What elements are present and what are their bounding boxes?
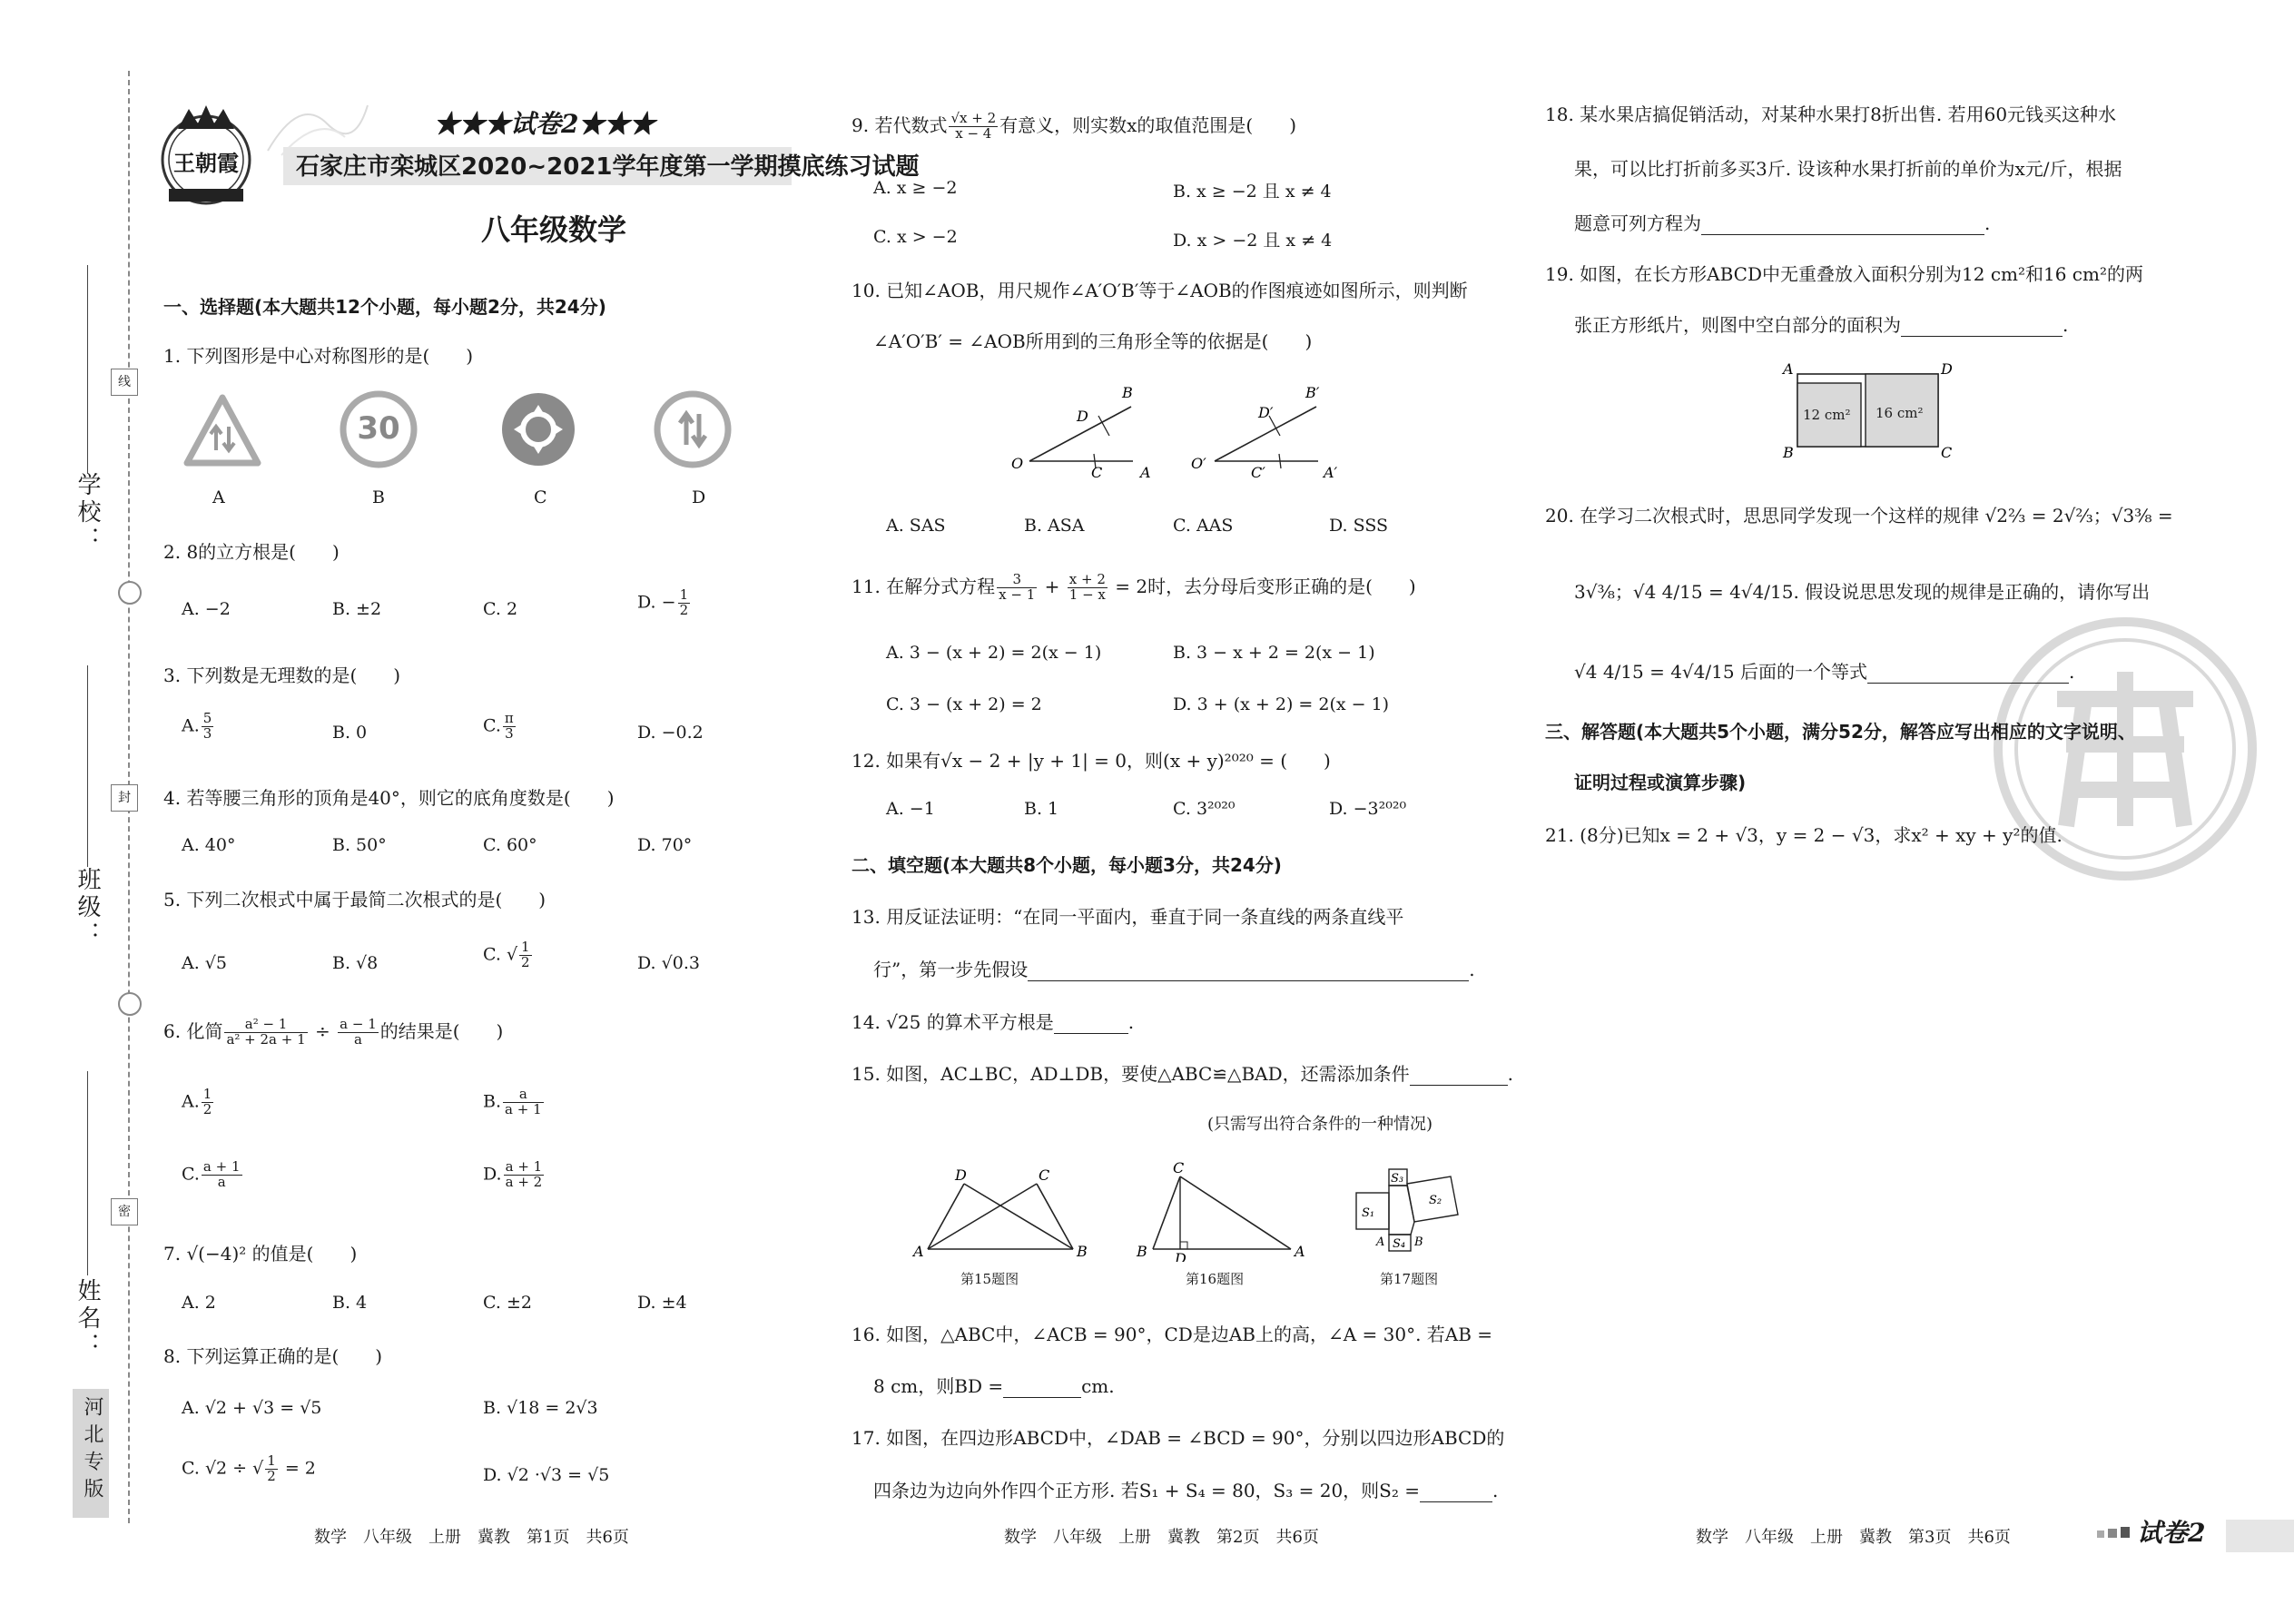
section1-title: 一、选择题(本大题共12个小题，每小题2分，共24分) <box>163 296 606 318</box>
fig15-label-d: D <box>955 1166 967 1184</box>
q10-option-d: D. SSS <box>1329 516 1389 536</box>
fig17-label-s4: S₄ <box>1393 1237 1406 1251</box>
name-label: 姓名： <box>74 1278 101 1360</box>
q2-option-d: D. − $\frac{1}{2}$ <box>637 586 689 618</box>
q10-option-a: A. SAS <box>886 516 946 536</box>
q6-option-c: C. $\frac{a + 1}{a}$ <box>182 1158 241 1190</box>
q17-line1: 17. 如图，在四边形ABCD中，∠DAB = ∠BCD = 90°，分别以四边形ABCD的 <box>852 1427 1505 1449</box>
school-label: 学校： <box>74 472 101 554</box>
q17-line2: 四条边为边向外作四个正方形. 若S₁ + S₄ = 80，S₃ = 20，则S₂ = . <box>873 1480 1499 1501</box>
q20-answer-blank[interactable] <box>1867 666 2069 684</box>
q20-line1: 20. 在学习二次根式时，思思同学发现一个这样的规律 √2⅔ = 2√⅔；√3⅜ = <box>1545 505 2173 527</box>
q2-stem: 2. 8的立方根是( ) <box>163 541 340 563</box>
brand-logo-text: 王朝霞 <box>173 150 239 176</box>
subject-title: 八年级数学 <box>481 212 627 247</box>
fig17-label-a: A <box>1376 1235 1385 1249</box>
q11-stem: 11. 在解分式方程 $\frac{3}{x - 1}$ + $\frac{x + 2}{1 - x}$ = 2时，去分母后变形正确的是( ) <box>852 571 1416 603</box>
q19-label-b: B <box>1783 444 1794 461</box>
q7-option-b: B. 4 <box>332 1293 368 1313</box>
q21-stem: 21. (8分)已知x = 2 + √3，y = 2 − √3，求x² + xy + y²的值. <box>1545 824 2063 846</box>
q12-option-b: B. 1 <box>1024 799 1059 819</box>
q10-label-a: A <box>1140 464 1151 481</box>
q5-option-a: A. √5 <box>182 953 227 973</box>
q4-option-b: B. 50° <box>332 835 387 855</box>
q10-label-c2: C′ <box>1251 464 1265 481</box>
q19-label-d: D <box>1941 363 1953 378</box>
q6-option-b: B. $\frac{a}{a + 1}$ <box>483 1086 542 1117</box>
q6-option-d: D. $\frac{a + 1}{a + 2}$ <box>483 1158 543 1190</box>
q10-label-b2: B′ <box>1305 384 1320 401</box>
class-blank <box>87 665 88 867</box>
footer-brand: 试卷2 <box>2137 1518 2206 1548</box>
binding-char-xian: 线 <box>111 369 138 396</box>
q20-line2: 3√⅜；√4 4/15 = 4√4/15. 假设说思思发现的规律是正确的，请你写出 <box>1574 581 2151 603</box>
fig16-label-a: A <box>1295 1243 1305 1260</box>
q7-stem: 7. √(−4)² 的值是( ) <box>163 1243 358 1265</box>
q3-stem: 3. 下列数是无理数的是( ) <box>163 664 401 686</box>
q1-label-a: A <box>212 487 225 507</box>
q1-label-c: C <box>534 487 547 507</box>
q10-option-b: B. ASA <box>1024 516 1085 536</box>
q1-option-b-figure <box>338 389 419 470</box>
q12-option-d: D. −3²⁰²⁰ <box>1329 799 1407 819</box>
q19-square-16: 16 cm² <box>1876 405 1924 421</box>
q13-line1: 13. 用反证法证明：“在同一平面内，垂直于同一条直线的两条直线平 <box>852 906 1404 928</box>
q2-option-c: C. 2 <box>483 599 518 619</box>
fig15 <box>910 1162 1091 1262</box>
q1-option-c-figure <box>497 389 579 470</box>
q8-option-c: C. √2 ÷ √ $\frac{1}{2}$ = 2 <box>182 1452 316 1484</box>
q9-option-d: D. x > −2 且 x ≠ 4 <box>1173 231 1333 251</box>
q19-label-c: C <box>1941 444 1953 461</box>
q10-label-d: D <box>1077 408 1088 425</box>
edition-text: 河北专版 <box>81 1396 103 1505</box>
q13-answer-blank[interactable] <box>1028 964 1469 981</box>
q15-answer-blank[interactable] <box>1410 1068 1508 1086</box>
class-label: 班级： <box>74 867 101 949</box>
fig16-caption: 第16题图 <box>1186 1271 1245 1287</box>
q15-note: (只需写出符合条件的一种情况) <box>1207 1115 1433 1134</box>
q1-label-b: B <box>372 487 385 507</box>
school-blank <box>87 265 88 474</box>
q19-line2: 张正方形纸片，则图中空白部分的面积为 . <box>1574 314 2069 336</box>
q7-option-a: A. 2 <box>182 1293 216 1313</box>
q11-option-c: C. 3 − (x + 2) = 2 <box>886 694 1042 714</box>
q14-stem: 14. √25 的算术平方根是 . <box>852 1011 1135 1033</box>
fig15-label-a: A <box>913 1243 924 1260</box>
q1-option-d-figure <box>652 389 733 470</box>
q2-option-a: A. −2 <box>182 599 231 619</box>
q9-option-b: B. x ≥ −2 且 x ≠ 4 <box>1173 182 1332 202</box>
q10-line1: 10. 已知∠AOB，用尺规作∠A′O′B′等于∠AOB的作图痕迹如图所示，则判断 <box>852 280 1468 301</box>
q4-option-a: A. 40° <box>182 835 236 855</box>
q16-line1: 16. 如图，△ABC中，∠ACB = 90°，CD是边AB上的高，∠A = 30°. 若AB = <box>852 1324 1493 1345</box>
q10-label-o2: O′ <box>1191 455 1206 472</box>
q16-line2: 8 cm，则BD = cm. <box>873 1375 1115 1397</box>
brand-logo <box>153 102 260 209</box>
footer-page-3: 数学 八年级 上册 冀教 第3页 共6页 <box>1696 1528 2011 1547</box>
fig15-label-c: C <box>1039 1166 1050 1184</box>
q8-option-b: B. √18 = 2√3 <box>483 1398 598 1418</box>
q19-answer-blank[interactable] <box>1901 320 2063 337</box>
q1-option-a-figure <box>182 390 263 472</box>
paper-number: ★★★试卷2★★★ <box>434 109 655 139</box>
binding-hole <box>118 581 142 605</box>
q4-stem: 4. 若等腰三角形的顶角是40°，则它的底角度数是( ) <box>163 787 615 809</box>
q9-option-c: C. x > −2 <box>873 227 958 247</box>
binding-char-feng: 封 <box>111 784 138 812</box>
q8-stem: 8. 下列运算正确的是( ) <box>163 1345 383 1367</box>
name-blank <box>87 1071 88 1275</box>
q6-stem: 6. 化简 $\frac{\text{a² − 1}}{\text{a² + 2a + 1}}$ ÷ $\frac{a - 1}{a}$ 的结果是( ) <box>163 1016 504 1048</box>
q18-line1: 18. 某水果店搞促销活动，对某种水果打8折出售. 若用60元钱买这种水 <box>1545 103 2117 125</box>
q4-option-d: D. 70° <box>637 835 693 855</box>
q11-option-d: D. 3 + (x + 2) = 2(x − 1) <box>1173 694 1390 714</box>
q10-line2: ∠A′O′B′ = ∠AOB所用到的三角形全等的依据是( ) <box>873 330 1313 352</box>
q10-label-d2: D′ <box>1258 404 1274 421</box>
q7-option-c: C. ±2 <box>483 1293 532 1313</box>
q1-label-d: D <box>692 487 706 507</box>
q19-square-12: 12 cm² <box>1803 407 1851 423</box>
q19-figure <box>1779 363 1961 463</box>
fig16 <box>1133 1162 1305 1262</box>
fig16-label-d: D <box>1175 1250 1186 1262</box>
q5-option-d: D. √0.3 <box>637 953 700 973</box>
q1-stem: 1. 下列图形是中心对称图形的是( ) <box>163 345 474 367</box>
fig17-label-b: B <box>1414 1235 1423 1249</box>
section3-title-line2: 证明过程或演算步骤) <box>1574 772 1747 793</box>
q10-label-c: C <box>1091 464 1103 481</box>
q12-option-a: A. −1 <box>886 799 935 819</box>
q12-stem: 12. 如果有√x − 2 + |y + 1| = 0，则(x + y)²⁰²⁰ = ( ) <box>852 750 1331 772</box>
q6-option-a: A. $\frac{1}{2}$ <box>182 1086 212 1117</box>
q3-option-c: C. $\frac{\pi}{3}$ <box>483 710 514 742</box>
q10-label-a2: A′ <box>1324 464 1338 481</box>
q9-option-a: A. x ≥ −2 <box>873 178 958 198</box>
fig15-caption: 第15题图 <box>960 1271 1019 1287</box>
q12-option-c: C. 3²⁰²⁰ <box>1173 799 1236 819</box>
q10-option-c: C. AAS <box>1173 516 1234 536</box>
q20-line3: √4 4/15 = 4√4/15 后面的一个等式 . <box>1574 661 2075 683</box>
q18-line2: 果，可以比打折前多买3斤. 设该种水果打折前的单价为x元/斤，根据 <box>1574 158 2122 180</box>
q9-stem: 9. 若代数式 $\frac{√x + 2}{x - 4}$ 有意义，则实数x的取值范围是( ) <box>852 110 1297 142</box>
q10-label-o: O <box>1011 455 1024 472</box>
fig16-label-c: C <box>1173 1162 1185 1176</box>
q7-option-d: D. ±4 <box>637 1293 687 1313</box>
q15-stem: 15. 如图，AC⊥BC，AD⊥DB，要使△ABC≌△BAD，还需添加条件 . <box>852 1063 1513 1085</box>
footer-page-2: 数学 八年级 上册 冀教 第2页 共6页 <box>1004 1528 1319 1547</box>
q19-label-a: A <box>1783 363 1794 378</box>
q10-figure <box>1008 378 1353 487</box>
fig15-label-b: B <box>1077 1243 1088 1260</box>
q18-line3: 题意可列方程为 . <box>1574 212 1991 234</box>
section3-title-line1: 三、解答题(本大题共5个小题，满分52分，解答应写出相应的文字说明、 <box>1545 721 2136 743</box>
binding-hole <box>118 992 142 1016</box>
fig17 <box>1351 1166 1478 1265</box>
q5-stem: 5. 下列二次根式中属于最简二次根式的是( ) <box>163 889 546 910</box>
q11-option-b: B. 3 − x + 2 = 2(x − 1) <box>1173 643 1375 663</box>
q17-answer-blank[interactable] <box>1420 1485 1492 1502</box>
q8-option-d: D. √2 ·√3 = √5 <box>483 1465 610 1485</box>
fig17-label-s3: S₃ <box>1391 1172 1404 1186</box>
fig17-caption: 第17题图 <box>1380 1271 1439 1287</box>
speed-limit-text: 30 <box>357 410 400 447</box>
section2-title: 二、填空题(本大题共8个小题，每小题3分，共24分) <box>852 854 1282 876</box>
q16-answer-blank[interactable] <box>1003 1381 1081 1398</box>
binding-char-mi: 密 <box>111 1198 138 1225</box>
q8-option-a: A. √2 + √3 = √5 <box>182 1398 322 1418</box>
q2-option-b: B. ±2 <box>332 599 382 619</box>
fig16-label-b: B <box>1137 1243 1147 1260</box>
q3-option-d: D. −0.2 <box>637 723 704 743</box>
q19-line1: 19. 如图，在长方形ABCD中无重叠放入面积分别为12 cm²和16 cm²的两 <box>1545 263 2143 285</box>
q11-option-a: A. 3 − (x + 2) = 2(x − 1) <box>886 643 1102 663</box>
fig17-label-s2: S₂ <box>1429 1194 1442 1207</box>
q18-answer-blank[interactable] <box>1701 218 1984 235</box>
edition-badge <box>73 1389 109 1518</box>
footer-decoration <box>2097 1527 2130 1541</box>
q3-option-b: B. 0 <box>332 723 368 743</box>
q5-option-b: B. √8 <box>332 953 379 973</box>
q4-option-c: C. 60° <box>483 835 537 855</box>
footer-page-1: 数学 八年级 上册 冀教 第1页 共6页 <box>314 1528 629 1547</box>
q14-answer-blank[interactable] <box>1054 1017 1128 1034</box>
exam-title: 石家庄市栾城区2020~2021学年度第一学期摸底练习试题 <box>296 153 920 181</box>
q10-label-b: B <box>1122 384 1133 401</box>
q3-option-a: A. $\frac{5}{3}$ <box>182 710 212 742</box>
footer-bar <box>2226 1520 2294 1552</box>
q13-line2: 行”，第一步先假设 . <box>873 959 1475 980</box>
fig17-label-s1: S₁ <box>1362 1206 1375 1220</box>
q5-option-c: C. √ $\frac{1}{2}$ <box>483 939 530 970</box>
